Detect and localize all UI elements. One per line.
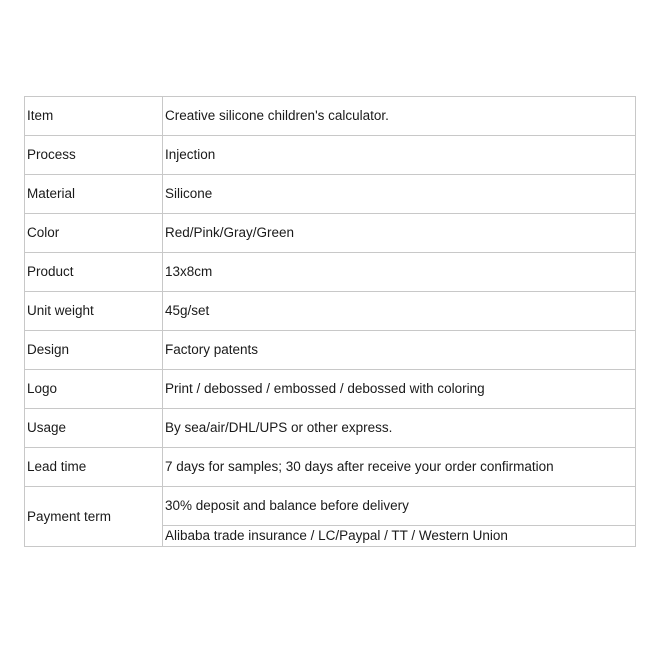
row-value: Injection: [163, 136, 636, 175]
row-label: Process: [25, 136, 163, 175]
row-label: Logo: [25, 370, 163, 409]
table-row: [25, 214, 636, 253]
row-value: 45g/set: [163, 292, 636, 331]
table-row: [25, 292, 636, 331]
row-value: Creative silicone children's calculator.: [163, 97, 636, 136]
row-label: Design: [25, 331, 163, 370]
row-label: Usage: [25, 409, 163, 448]
row-value: Factory patents: [163, 331, 636, 370]
row-value: 13x8cm: [163, 253, 636, 292]
table-row: [25, 448, 636, 487]
row-label: Material: [25, 175, 163, 214]
row-value: 7 days for samples; 30 days after receive your order confirmation: [163, 448, 636, 487]
row-value: Print / debossed / embossed / debossed with coloring: [163, 370, 636, 409]
row-value: Silicone: [163, 175, 636, 214]
row-label: Lead time: [25, 448, 163, 487]
table-row: [25, 97, 636, 136]
row-label: Product: [25, 253, 163, 292]
table-row: [25, 409, 636, 448]
payment-term-value-1: 30% deposit and balance before delivery: [163, 487, 636, 526]
row-label: Item: [25, 97, 163, 136]
row-label: Color: [25, 214, 163, 253]
table-row: [25, 175, 636, 214]
table-row: [25, 253, 636, 292]
payment-term-label: Payment term: [25, 487, 163, 547]
row-value: Red/Pink/Gray/Green: [163, 214, 636, 253]
table-row: [25, 370, 636, 409]
row-label: Unit weight: [25, 292, 163, 331]
table-row-payment: [25, 487, 636, 526]
payment-term-value-2: Alibaba trade insurance / LC/Paypal / TT / Western Union: [163, 526, 636, 547]
table-row: [25, 331, 636, 370]
product-spec-table: [24, 96, 636, 547]
table-row: [25, 136, 636, 175]
row-value: By sea/air/DHL/UPS or other express.: [163, 409, 636, 448]
